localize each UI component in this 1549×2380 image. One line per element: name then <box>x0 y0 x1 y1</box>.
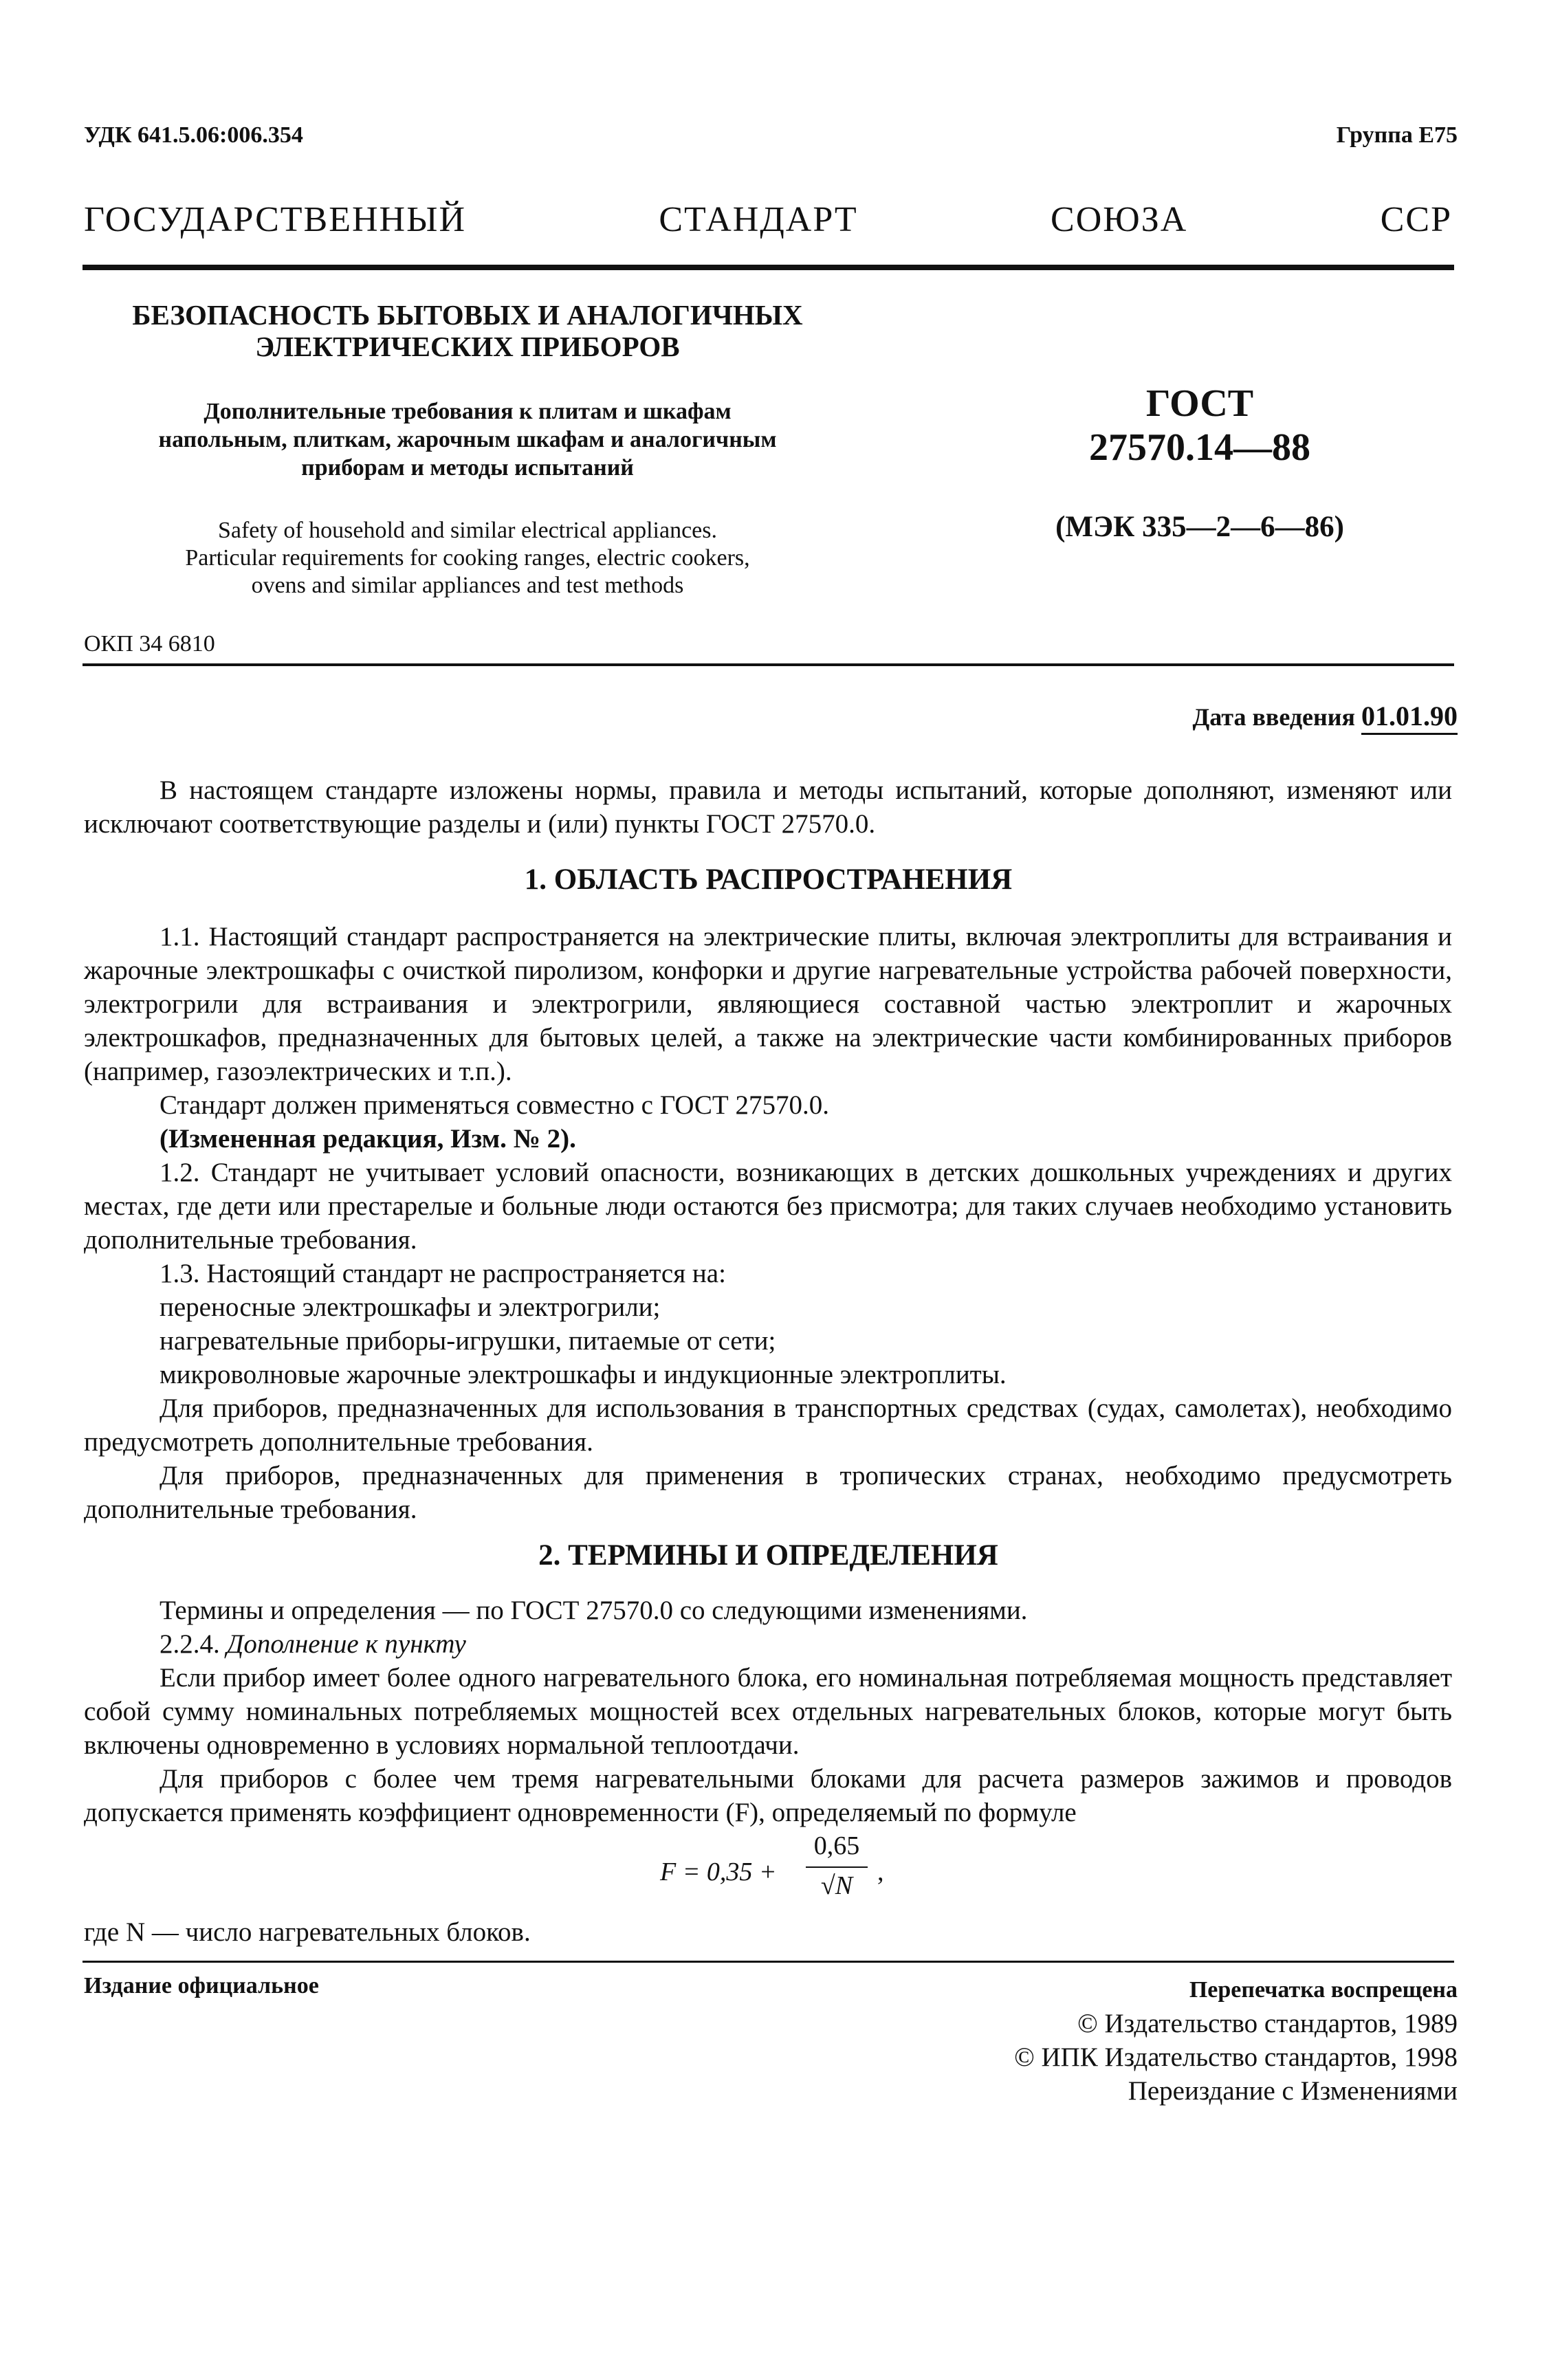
copyright-1989: © Издательство стандартов, 1989 <box>1077 2009 1458 2038</box>
group-code: Группа Е75 <box>1336 122 1458 148</box>
introduction-date-label: Дата введения <box>1192 703 1355 731</box>
paragraph-1-3-item-a: переносные электрошкафы и электрогрили; <box>160 1292 661 1322</box>
subtitle <box>83 397 853 482</box>
paragraph-1-3-tropical: Для приборов, предназначенных для применения в тропических странах, необходимо предусмотреть дополнительные требования. <box>84 1461 1452 1524</box>
okp-code: ОКП 34 6810 <box>84 631 215 657</box>
formula-denominator: √N <box>820 1871 853 1900</box>
footer-rights <box>688 1973 1458 2108</box>
section-2-heading: 2. ТЕРМИНЫ И ОПРЕДЕЛЕНИЯ <box>538 1539 998 1572</box>
udk-code: УДК 641.5.06:006.354 <box>84 122 303 148</box>
english-title <box>83 517 853 599</box>
paragraph-1-3-transport: Для приборов, предназначенных для использования в транспортных средствах (судах, самолетах), необходимо предусмотреть дополнительные требования. <box>84 1393 1452 1457</box>
subtitle-line1: Дополнительные требования к плитам и шкафам <box>204 399 732 424</box>
paragraph-1-3-item-c: микроволновые жарочные электрошкафы и индукционные электроплиты. <box>160 1360 1007 1389</box>
iec-reference: (МЭК 335—2—6—86) <box>1055 511 1344 543</box>
gost-label: ГОСТ <box>1145 382 1254 425</box>
main-title <box>83 299 853 362</box>
paragraph-2-power: Если прибор имеет более одного нагревательного блока, его номинальная потребляемая мощность представляет собой сумму номинальных потребляемых мощностей всех отдельных нагревательных блоков, которые могут быть включены одновременно в условиях нормальной теплоотдачи. <box>84 1663 1452 1760</box>
paragraph-2-coefficient: Для приборов с более чем тремя нагревательными блоками для расчета размеров зажимов и проводов допускается применять коэффициент одновременности (F), определяемый по формуле <box>84 1764 1452 1827</box>
clause-number: 2.2.4. <box>160 1629 220 1659</box>
formula-comma: , <box>877 1858 884 1886</box>
subtitle-line2: напольным, плиткам, жарочным шкафам и аналогичным <box>158 427 777 452</box>
gost-designation <box>990 382 1409 470</box>
main-title-line2: ЭЛЕКТРИЧЕСКИХ ПРИБОРОВ <box>255 331 680 362</box>
paragraph-1-1-standard: Стандарт должен применяться совместно с ГОСТ 27570.0. <box>160 1090 830 1120</box>
reissue-note: Переиздание с Изменениями <box>1128 2076 1458 2106</box>
official-edition: Издание официальное <box>84 1973 319 1998</box>
english-title-line2: Particular requirements for cooking ranges, electric cookers, <box>185 545 750 571</box>
subtitle-line3: приборам и методы испытаний <box>301 455 634 481</box>
paragraph-1-1: 1.1. Настоящий стандарт распространяется на электрические плиты, включая электроплиты для встраивания и жарочные электрошкафы с очисткой пиролизом, конфорки и другие нагревательные устройства рабочей поверхности, электрогрили для встраивания и электрогрили, являющиеся составной частью электроплит и жарочных электрошкафов, предназначенных для бытовых целей, а также на электрические части комбинированных приборов (например, газоэлектрических и т.п.). <box>84 922 1452 1086</box>
paragraph-2-intro: Термины и определения — по ГОСТ 27570.0 со следующими изменениями. <box>160 1596 1028 1625</box>
clause-label: Дополнение к пункту <box>226 1629 466 1659</box>
introduction-date <box>963 700 1458 732</box>
english-title-line1: Safety of household and similar electrical appliances. <box>217 518 718 543</box>
paragraph-1-2: 1.2. Стандарт не учитывает условий опасности, возникающих в детских дошкольных учреждениях и других местах, где дети или престарелые и больные люди остаются без присмотра; для таких случаев необходимо установить дополнительные требования. <box>84 1158 1452 1255</box>
formula <box>660 1831 935 1913</box>
english-title-line3: ovens and similar appliances and test methods <box>251 573 684 598</box>
paragraph-1-1-amendment: (Измененная редакция, Изм. № 2). <box>160 1124 576 1154</box>
footer-rule <box>83 1961 1454 1963</box>
formula-lhs: F = 0,35 + <box>660 1858 777 1886</box>
header-rule <box>83 265 1454 270</box>
paragraph-2-2-4 <box>84 1627 1452 1661</box>
introduction-date-value: 01.01.90 <box>1361 701 1458 735</box>
formula-numerator: 0,65 <box>813 1831 860 1860</box>
formula-fraction-bar <box>806 1866 868 1868</box>
section-1-heading: 1. ОБЛАСТЬ РАСПРОСТРАНЕНИЯ <box>524 863 1013 896</box>
title-rule <box>83 663 1454 666</box>
copyright-1998: © ИПК Издательство стандартов, 1998 <box>1014 2042 1458 2072</box>
paragraph-1-3-item-b: нагревательные приборы-игрушки, питаемые от сети; <box>160 1326 776 1356</box>
main-title-line1: БЕЗОПАСНОСТЬ БЫТОВЫХ И АНАЛОГИЧНЫХ <box>132 299 803 331</box>
paragraph-1-3: 1.3. Настоящий стандарт не распространяется на: <box>160 1259 726 1288</box>
gost-number: 27570.14—88 <box>1089 426 1310 469</box>
state-standard-title: ГОСУДАРСТВЕННЫЙ СТАНДАРТ СОЮЗА ССР <box>84 200 1452 239</box>
reprint-prohibited: Перепечатка воспрещена <box>1189 1977 1458 2003</box>
intro-paragraph: В настоящем стандарте изложены нормы, правила и методы испытаний, которые дополняют, изменяют или исключают соответствующие разделы и (или) пункты ГОСТ 27570.0. <box>84 775 1452 839</box>
paragraph-2-where: где N — число нагревательных блоков. <box>84 1917 531 1947</box>
